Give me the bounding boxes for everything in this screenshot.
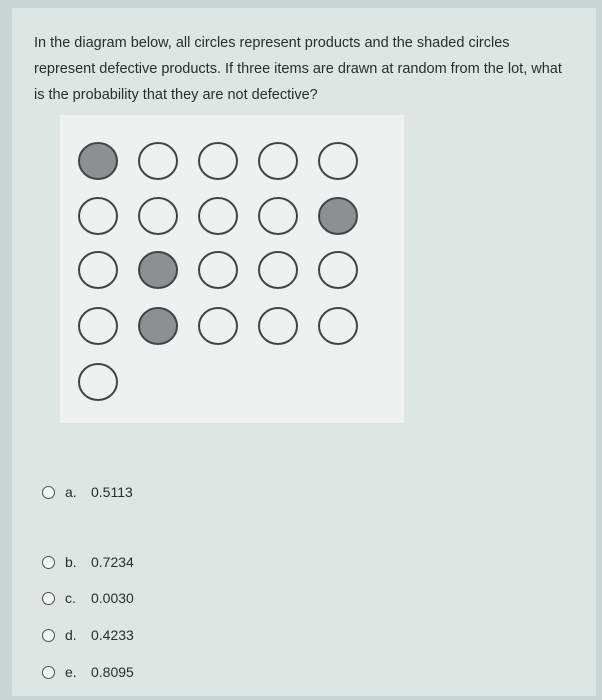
question-card — [12, 8, 596, 696]
product-circle — [259, 308, 297, 344]
radio-icon[interactable] — [42, 556, 55, 569]
product-circle — [199, 198, 237, 234]
defective-product-circle — [139, 308, 177, 344]
product-circle — [259, 198, 297, 234]
product-circles — [60, 115, 404, 423]
defective-product-circle — [319, 198, 357, 234]
product-circle — [259, 252, 297, 288]
option-value: 0.5113 — [91, 484, 133, 500]
option-b[interactable] — [42, 554, 134, 570]
option-letter: b. — [65, 554, 77, 570]
option-value: 0.4233 — [91, 627, 134, 643]
option-c[interactable] — [42, 590, 134, 606]
option-letter: c. — [65, 590, 76, 606]
option-e[interactable] — [42, 664, 134, 680]
option-letter: e. — [65, 664, 77, 680]
radio-icon[interactable] — [42, 486, 55, 499]
option-a[interactable] — [42, 484, 133, 500]
option-letter: a. — [65, 484, 77, 500]
radio-icon[interactable] — [42, 666, 55, 679]
product-circle — [79, 198, 117, 234]
question-text: In the diagram below, all circles represent products and the shaded circles represent defective products. If three items are drawn at random from the lot, what is the probability that they are not defective? — [34, 35, 562, 103]
option-letter: d. — [65, 627, 77, 643]
product-circle — [199, 252, 237, 288]
product-circle — [79, 252, 117, 288]
product-circle — [79, 308, 117, 344]
defective-product-circle — [79, 143, 117, 179]
defective-product-circle — [139, 252, 177, 288]
product-circle — [319, 143, 357, 179]
product-circle — [319, 308, 357, 344]
radio-icon[interactable] — [42, 592, 55, 605]
product-circle — [199, 143, 237, 179]
radio-icon[interactable] — [42, 629, 55, 642]
product-diagram — [60, 115, 404, 423]
product-circle — [199, 308, 237, 344]
option-value: 0.7234 — [91, 554, 134, 570]
option-value: 0.8095 — [91, 664, 134, 680]
product-circle — [319, 252, 357, 288]
product-circle — [79, 364, 117, 400]
product-circle — [139, 198, 177, 234]
option-d[interactable] — [42, 627, 134, 643]
product-circle — [139, 143, 177, 179]
product-circle — [259, 143, 297, 179]
option-value: 0.0030 — [91, 590, 134, 606]
